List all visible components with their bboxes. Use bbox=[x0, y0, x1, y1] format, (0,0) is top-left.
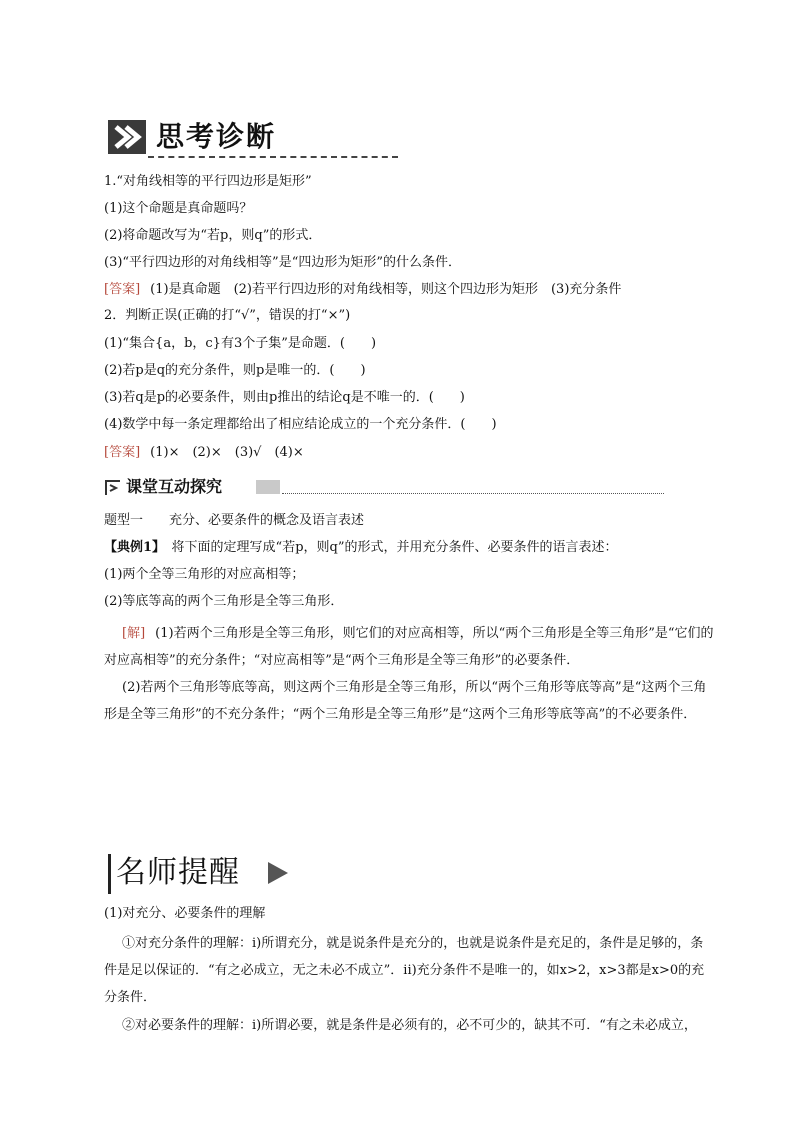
solution-tag: [解] bbox=[122, 626, 146, 641]
question-1-sub-1: (1)这个命题是真命题吗？ bbox=[104, 201, 253, 216]
example-text: 将下面的定理写成“若p，则q”的形式，并用充分条件、必要条件的语言表述： bbox=[158, 540, 618, 555]
decorative-block bbox=[256, 480, 280, 494]
solution-paragraph-2: (2)若两个三角形等底等高，则这两个三角形是全等三角形，所以“两个三角形等底等高”是“这两个三角形是全等三角形”的不充分条件；“两个三角形是全等三角形”是“这两个三角形等底等高”的不必要条件． bbox=[104, 680, 707, 722]
question-1-sub-2: (2)将命题改写为“若p，则q”的形式． bbox=[104, 228, 322, 243]
type-title: 题型一 充分、必要条件的概念及语言表述 bbox=[104, 513, 365, 528]
accent-bar bbox=[108, 854, 111, 894]
divider bbox=[282, 493, 664, 494]
question-2-sub-2: (2)若p是q的充分条件，则p是唯一的．( ) bbox=[104, 363, 366, 378]
solution-text: (1)若两个三角形是全等三角形，则它们的对应高相等，所以“两个三角形是全等三角形”是“它们的对应高相等”的充分条件；“对应高相等”是“两个三角形是全等三角形”的必要条件． bbox=[104, 626, 714, 668]
example-1-stem bbox=[104, 539, 617, 557]
question-1-answer bbox=[104, 281, 621, 299]
corner-bracket-icon bbox=[104, 479, 122, 497]
section-header-class-interaction bbox=[104, 476, 664, 500]
chevron-right-icon bbox=[108, 120, 146, 154]
example-1-sub-2: (2)等底等高的两个三角形是全等三角形． bbox=[104, 594, 344, 609]
solution-paragraph-1 bbox=[104, 620, 716, 674]
section-title: 思考诊断 bbox=[156, 120, 277, 153]
example-tag: 【典例1】 bbox=[104, 540, 159, 555]
section-title: 名师提醒 bbox=[116, 855, 240, 890]
tips-heading: (1)对充分、必要条件的理解 bbox=[104, 906, 266, 921]
divider bbox=[148, 156, 398, 158]
triangle-right-icon bbox=[268, 862, 288, 884]
tips-item-2: ②对必要条件的理解：i)所谓必要，就是条件是必须有的，必不可少的，缺其不可．“有之未必成立， bbox=[122, 1018, 697, 1033]
answer-tag: [答案] bbox=[104, 445, 141, 460]
question-2-sub-3: (3)若q是p的必要条件，则由p推出的结论q是不唯一的．( ) bbox=[104, 390, 465, 405]
question-2-answer bbox=[104, 444, 304, 462]
answer-text: (1)是真命题 (2)若平行四边形的对角线相等，则这个四边形为矩形 (3)充分条件 bbox=[150, 282, 622, 297]
example-1-sub-1: (1)两个全等三角形的对应高相等； bbox=[104, 567, 305, 582]
question-1-stem: 1.“对角线相等的平行四边形是矩形” bbox=[104, 174, 312, 189]
section-title: 课堂互动探究 bbox=[126, 477, 223, 496]
question-2-sub-1: (1)“集合{a，b，c}有3个子集”是命题．( ) bbox=[104, 336, 377, 351]
answer-tag: [答案] bbox=[104, 282, 141, 297]
question-2-stem: 2．判断正误(正确的打“√”，错误的打“×”) bbox=[104, 308, 351, 323]
question-2-sub-4: (4)数学中每一条定理都给出了相应结论成立的一个充分条件．( ) bbox=[104, 417, 497, 432]
question-1-sub-3: (3)“平行四边形的对角线相等”是“四边形为矩形”的什么条件． bbox=[104, 255, 461, 270]
answer-text: (1)× (2)× (3)√ (4)× bbox=[150, 445, 304, 460]
tips-item-1: ①对充分条件的理解：i)所谓充分，就是说条件是充分的，也就是说条件是充足的，条件是足够的，条件是足以保证的．“有之必成立，无之未必不成立”．ii)充分条件不是唯一的，如x>2，x>3都是x>0的充分条件． bbox=[104, 936, 705, 1005]
